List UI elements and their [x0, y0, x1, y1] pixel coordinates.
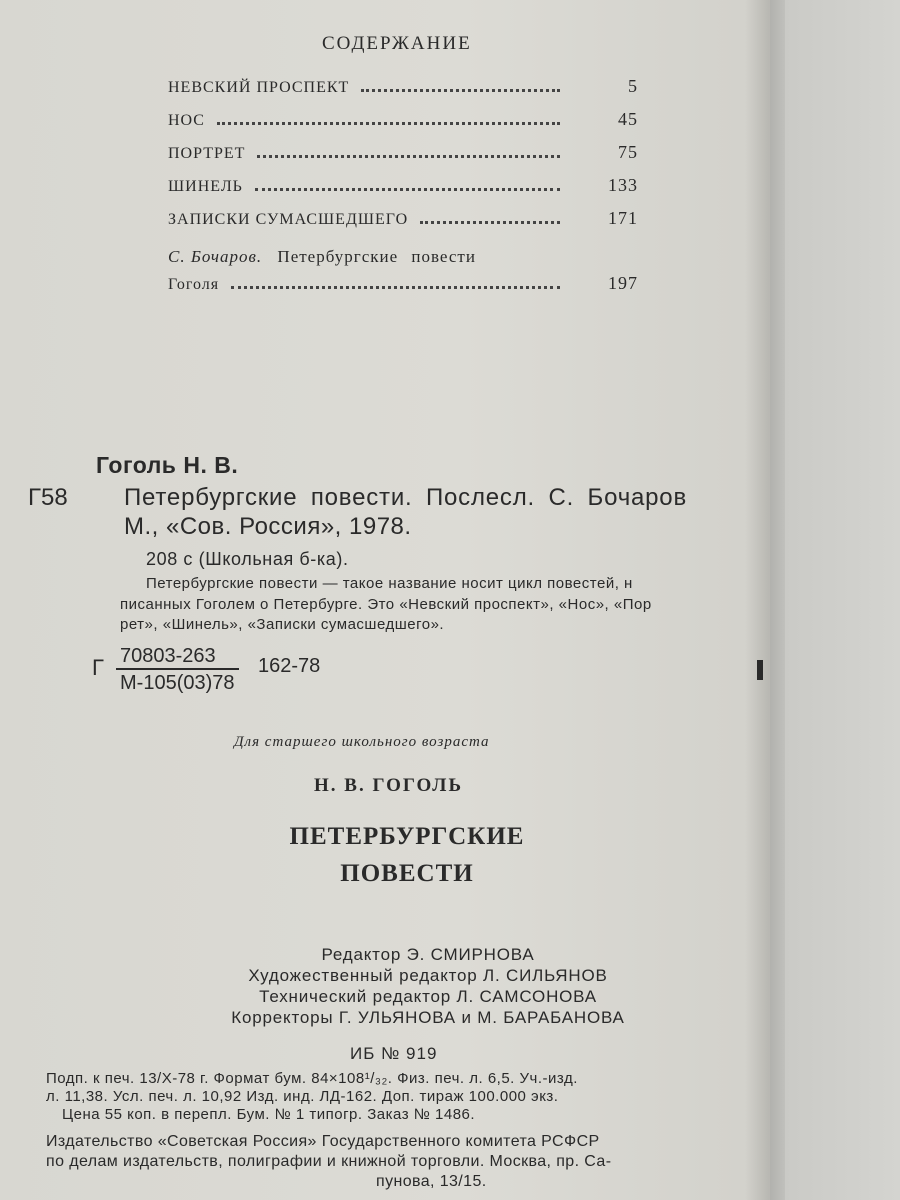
afterword-title-line1: Петербургские повести: [277, 247, 476, 266]
book-title: [276, 818, 538, 892]
toc-item-page: 197: [608, 273, 638, 293]
toc-afterword: [168, 245, 638, 297]
toc-item-label: НОС: [168, 112, 205, 129]
leader-dots: [420, 221, 560, 224]
leader-dots: [361, 89, 560, 92]
leader-dots: [217, 122, 560, 125]
edge-mark: [757, 660, 763, 680]
toc-item-label: ПОРТРЕТ: [168, 145, 246, 162]
book-title-line2: ПОВЕСТИ: [340, 860, 474, 887]
toc-item: [168, 109, 638, 142]
toc-item: [168, 142, 638, 175]
ib-number: ИБ № 919: [350, 1044, 438, 1063]
credits: [168, 944, 688, 1028]
toc-list: [168, 76, 638, 297]
imprint-line2: л. 11,38. Усл. печ. л. 10,92 Изд. инд. ЛД-162. Доп. тираж 100.000 экз.: [46, 1088, 559, 1105]
index-fraction: [116, 644, 239, 696]
publisher-line3: пунова, 13/15.: [376, 1173, 487, 1190]
credit-editor: Редактор Э. СМИРНОВА: [321, 945, 535, 964]
catalog-annotation-line3: рет», «Шинель», «Записки сумасшедшего».: [120, 616, 445, 633]
toc-item-page: 75: [618, 142, 638, 162]
toc-item-label: ШИНЕЛЬ: [168, 178, 243, 195]
toc-item: [168, 208, 638, 241]
page-edge-shadow: [745, 0, 785, 1200]
toc-item-page: 5: [628, 76, 638, 96]
toc-item: [168, 271, 638, 297]
leader-dots: [231, 286, 560, 289]
background-surface: [770, 0, 900, 1200]
imprint-line3: Цена 55 коп. в перепл. Бум. № 1 типогр. Заказ № 1486.: [62, 1106, 476, 1123]
toc-item: [168, 175, 638, 208]
toc-item-label: ЗАПИСКИ СУМАСШЕДШЕГО: [168, 211, 409, 228]
toc-item-label: НЕВСКИЙ ПРОСПЕКТ: [168, 79, 350, 96]
catalog-author: Гоголь Н. В.: [96, 452, 239, 478]
toc-title: СОДЕРЖАНИЕ: [322, 33, 472, 54]
afterword-author: С. Бочаров.: [168, 247, 263, 266]
publisher-line2: по делам издательств, полиграфии и книжной торговли. Москва, пр. Са-: [46, 1153, 612, 1170]
publisher-line1: Издательство «Советская Россия» Государственного комитета РСФСР: [46, 1133, 600, 1150]
audience-note: Для старшего школьного возраста: [234, 734, 490, 750]
toc-item-page: 45: [618, 109, 638, 129]
catalog-annotation-line2: писанных Гоголем о Петербурге. Это «Невский проспект», «Нос», «Пор: [120, 596, 652, 613]
credit-tech-editor: Технический редактор Л. САМСОНОВА: [259, 987, 597, 1006]
toc-item: [168, 76, 638, 109]
catalog-line2: М., «Сов. Россия», 1978.: [124, 513, 412, 540]
catalog-pages: 208 с (Школьная б-ка).: [146, 549, 349, 569]
credit-proofreaders: Корректоры Г. УЛЬЯНОВА и М. БАРАБАНОВА: [231, 1008, 625, 1027]
index-denominator: М-105(03)78: [120, 672, 235, 694]
index-suffix: 162-78: [258, 655, 321, 677]
imprint: [46, 1070, 766, 1124]
afterword-title-line2: Гоголя: [168, 276, 220, 293]
book-author: Н. В. ГОГОЛЬ: [314, 775, 464, 796]
toc-item-page: 133: [608, 175, 638, 195]
index-letter: Г: [92, 655, 104, 680]
catalog-annotation-line1: Петербургские повести — такое название носит цикл повестей, н: [146, 575, 633, 592]
publisher: [46, 1132, 786, 1192]
index-numerator: 70803-263: [116, 644, 239, 670]
leader-dots: [257, 155, 560, 158]
catalog-line1: Петербургские повести. Послесл. С. Бочаров: [124, 484, 687, 511]
book-title-line1: ПЕТЕРБУРГСКИЕ: [289, 823, 525, 850]
leader-dots: [255, 188, 560, 191]
toc-item-page: 171: [608, 208, 638, 228]
credit-art-editor: Художественный редактор Л. СИЛЬЯНОВ: [248, 966, 608, 985]
imprint-line1: Подп. к печ. 13/X-78 г. Формат бум. 84×108¹/₃₂. Физ. печ. л. 6,5. Уч.-изд.: [46, 1070, 578, 1087]
catalog-code: Г58: [28, 484, 68, 511]
